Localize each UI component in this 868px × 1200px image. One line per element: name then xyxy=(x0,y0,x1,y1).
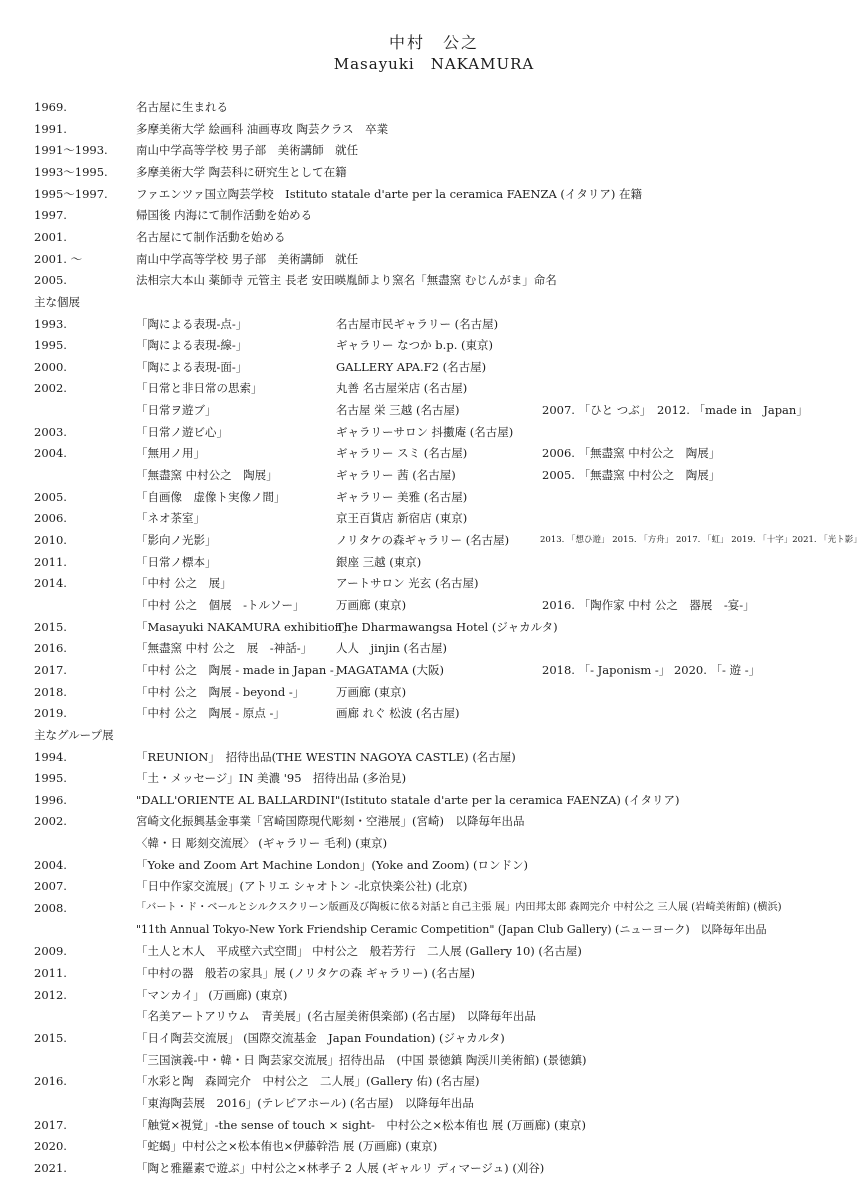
artist-name-japanese: 中村 公之 xyxy=(388,33,479,52)
exhibition-text: 「東海陶芸展 2016」(テレピアホール) (名古屋) 以降毎年出品 xyxy=(136,1095,474,1110)
solo-entry xyxy=(0,703,868,723)
entry-text: 多摩美術大学 陶芸科に研究生として在籍 xyxy=(136,164,347,179)
entry-year: 1995. xyxy=(34,771,67,786)
exhibition-repeat: 2013. 「想ひ遊」 2015. 「方舟」 2017. 「虹」 2019. 「十字」2021. 「光ト影」 xyxy=(540,535,862,545)
exhibition-venue: 万画廊 (東京) xyxy=(336,684,407,699)
exhibition-venue: 京王百貨店 新宿店 (東京) xyxy=(336,511,468,526)
bio-entry xyxy=(0,162,868,182)
exhibition-venue: アートサロン 光玄 (名古屋) xyxy=(336,576,479,591)
solo-entry xyxy=(0,638,868,658)
exhibition-title: 「中村 公之 陶展 - 原点 -」 xyxy=(136,706,285,721)
exhibition-text: "11th Annual Tokyo-New York Friendship Ceramic Competition" (Japan Club Gallery) (ニューヨーク) 以降毎年出品 xyxy=(136,922,767,936)
solo-entry xyxy=(0,617,868,637)
entry-year: 2016. xyxy=(34,1074,67,1089)
bio-entry xyxy=(0,119,868,139)
entry-year: 1991. xyxy=(34,121,67,136)
exhibition-title: 「陶による表現-面-」 xyxy=(136,359,248,374)
exhibition-title: 「無盡窯 中村公之 陶展」 xyxy=(136,468,278,483)
solo-entry xyxy=(0,357,868,377)
entry-year: 1993～1995. xyxy=(34,164,108,179)
entry-year: 2010. xyxy=(34,533,67,547)
exhibition-venue: ギャラリー 美雅 (名古屋) xyxy=(336,489,468,504)
exhibition-title: 「中村 公之 陶展 - made in Japan -」 xyxy=(136,662,346,677)
section-heading-solo: 主な個展 xyxy=(34,294,80,309)
entry-year: 2007. xyxy=(34,879,67,894)
solo-entry xyxy=(0,443,868,463)
entry-year: 2019. xyxy=(34,706,67,721)
exhibition-text: 「中村の器 般若の家具」展 (ノリタケの森 ギャラリー) (名古屋) xyxy=(136,966,475,980)
exhibition-title: 「中村 公之 展」 xyxy=(136,576,232,591)
entry-year: 2021. xyxy=(34,1160,67,1175)
exhibition-venue: ギャラリー 茜 (名古屋) xyxy=(336,468,456,483)
entry-year: 2002. xyxy=(34,381,67,396)
exhibition-text: 「陶と雅羅素で遊ぶ」中村公之×林孝子 2 人展 (ギャルリ ディマージュ) (刈谷) xyxy=(136,1160,545,1175)
entry-year: 2020. xyxy=(34,1139,67,1154)
exhibition-text: 「マンカイ」 (万画廊) (東京) xyxy=(136,987,288,1002)
entry-year: 2006. xyxy=(34,511,67,526)
exhibition-title: 「陶による表現-点-」 xyxy=(136,316,248,331)
exhibition-text: 「名美アートアリウム 青美展」(名古屋美術倶楽部) (名古屋) 以降毎年出品 xyxy=(136,1009,536,1024)
exhibition-venue: MAGATAMA (大阪) xyxy=(336,662,444,677)
exhibition-venue: ノリタケの森ギャラリー (名古屋) xyxy=(336,533,510,547)
entry-text: ファエンツァ国立陶芸学校 Istituto statale d'arte per la ceramica FAENZA (イタリア) 在籍 xyxy=(136,186,643,201)
bio-entry xyxy=(0,249,868,269)
group-entry xyxy=(0,1115,868,1135)
entry-year: 2003. xyxy=(34,424,67,439)
entry-year: 1997. xyxy=(34,208,67,223)
exhibition-title: 「陶による表現-線-」 xyxy=(136,338,248,353)
exhibition-title: 「日常ヲ遊ブ」 xyxy=(136,403,217,418)
entry-text: 南山中学高等学校 男子部 美術講師 就任 xyxy=(136,143,359,158)
exhibition-repeat: 2005. 「無盡窯 中村公之 陶展」 xyxy=(542,468,721,483)
exhibition-venue: ギャラリー スミ (名古屋) xyxy=(336,446,468,461)
exhibition-text: "DALL'ORIENTE AL BALLARDINI"(Istituto statale d'arte per la ceramica FAENZA) (イタリア) xyxy=(136,792,680,807)
entry-year: 2018. xyxy=(34,684,67,699)
solo-entry xyxy=(0,682,868,702)
artist-name-roman: Masayuki NAKAMURA xyxy=(333,55,535,73)
entry-year: 1991～1993. xyxy=(34,143,108,158)
exhibition-title: 「無盡窯 中村 公之 展 -神話-」 xyxy=(136,641,313,656)
solo-entry xyxy=(0,487,868,507)
entry-year: 2014. xyxy=(34,576,67,591)
group-entry xyxy=(0,833,868,853)
exhibition-venue: 銀座 三越 (東京) xyxy=(336,554,422,569)
entry-year: 2015. xyxy=(34,1030,67,1045)
group-entry xyxy=(0,898,868,918)
group-entry xyxy=(0,811,868,831)
exhibition-venue: 画廊 れぐ 松波 (名古屋) xyxy=(336,706,460,721)
entry-year: 2017. xyxy=(34,662,67,677)
entry-year: 2001. xyxy=(34,229,67,244)
entry-year: 2012. xyxy=(34,987,67,1002)
bio-entry xyxy=(0,227,868,247)
exhibition-venue: ギャラリーサロン 抖擻庵 (名古屋) xyxy=(336,424,514,439)
entry-year: 1969. xyxy=(34,100,67,114)
group-entry xyxy=(0,1028,868,1048)
exhibition-title: 「日常と非日常の思索」 xyxy=(136,381,263,396)
entry-year: 2004. xyxy=(34,857,67,872)
exhibition-title: 「中村 公之 陶展 - beyond -」 xyxy=(136,684,305,699)
exhibition-venue: The Dharmawangsa Hotel (ジャカルタ) xyxy=(336,619,558,634)
group-entry xyxy=(0,747,868,767)
exhibition-text: 〈韓・日 彫刻交流展〉 (ギャラリー 毛利) (東京) xyxy=(136,836,388,851)
group-entry xyxy=(0,876,868,896)
exhibition-title: 「日常ノ標本」 xyxy=(136,554,217,569)
entry-text: 法相宗大本山 薬師寺 元管主 長老 安田暎胤師より窯名「無盡窯 むじんがま」命名 xyxy=(136,273,557,288)
entry-year: 2001. ～ xyxy=(34,251,83,266)
group-entry xyxy=(0,1050,868,1070)
entry-year: 2002. xyxy=(34,814,67,829)
solo-entry xyxy=(0,465,868,485)
exhibition-venue: 丸善 名古屋栄店 (名古屋) xyxy=(336,381,468,396)
section-heading-group: 主なグループ展 xyxy=(34,727,114,742)
exhibition-title: 「中村 公之 個展 -トルソー」 xyxy=(136,597,305,612)
entry-year: 2015. xyxy=(34,619,67,634)
exhibition-venue: 名古屋市民ギャラリー (名古屋) xyxy=(336,316,499,331)
exhibition-title: 「ネオ茶室」 xyxy=(136,511,205,526)
solo-entry xyxy=(0,422,868,442)
exhibition-repeat: 2018. 「- Japonism -」 2020. 「- 遊 -」 xyxy=(542,662,761,677)
entry-text: 名古屋に生まれる xyxy=(136,100,228,114)
entry-year: 2011. xyxy=(34,966,67,980)
exhibition-venue: 人人 jinjin (名古屋) xyxy=(336,641,447,656)
entry-year: 1995～1997. xyxy=(34,186,108,201)
exhibition-venue: 名古屋 栄 三越 (名古屋) xyxy=(336,403,460,418)
group-entry xyxy=(0,941,868,961)
group-entry xyxy=(0,1071,868,1091)
bio-entry xyxy=(0,97,868,117)
solo-entry xyxy=(0,508,868,528)
exhibition-title: 「無用ノ用」 xyxy=(136,446,205,461)
solo-entry xyxy=(0,595,868,615)
exhibition-venue: ギャラリー なつか b.p. (東京) xyxy=(336,338,493,353)
exhibition-title: 「自画像 虚像ト実像ノ間」 xyxy=(136,489,286,504)
exhibition-text: 「触覚×視覚」-the sense of touch × sight- 中村公之×松本侑也 展 (万画廊) (東京) xyxy=(136,1117,586,1132)
group-entry xyxy=(0,920,868,940)
entry-year: 1995. xyxy=(34,338,67,353)
exhibition-text: 宮崎文化振興基金事業「宮崎国際現代彫刻・空港展」(宮崎) 以降毎年出品 xyxy=(136,814,525,829)
bio-entry xyxy=(0,205,868,225)
exhibition-text: 「日中作家交流展」(アトリエ シャオトン -北京快楽公社) (北京) xyxy=(136,879,468,894)
entry-year: 2000. xyxy=(34,359,67,374)
bio-entry xyxy=(0,140,868,160)
entry-year: 2008. xyxy=(34,901,67,916)
group-entry xyxy=(0,1136,868,1156)
solo-entry xyxy=(0,530,868,550)
solo-entry xyxy=(0,400,868,420)
solo-entry xyxy=(0,573,868,593)
exhibition-text: 「Yoke and Zoom Art Machine London」(Yoke and Zoom) (ロンドン) xyxy=(136,857,528,872)
entry-year: 2017. xyxy=(34,1117,67,1132)
group-entry xyxy=(0,855,868,875)
exhibition-text: 「土人と木人 平成壁六式空間」 中村公之 般若芳行 二人展 (Gallery 10) (名古屋) xyxy=(136,944,582,959)
exhibition-text: 「バート・ド・ベールとシルクスクリーン版画及び陶板に依る対話と自己主張 展」内田邦太郎 森岡完介 中村公之 三人展 (岩崎美術館) (横浜) xyxy=(136,902,782,914)
bio-entry xyxy=(0,184,868,204)
entry-text: 南山中学高等学校 男子部 美術講師 就任 xyxy=(136,251,359,266)
exhibition-repeat: 2007. 「ひと つぶ」 2012. 「made in Japan」 xyxy=(542,403,808,418)
entry-year: 2016. xyxy=(34,641,67,656)
exhibition-title: 「日常ノ遊ビ心」 xyxy=(136,424,228,439)
exhibition-text: 「日イ陶芸交流展」 (国際交流基金 Japan Foundation) (ジャカルタ) xyxy=(136,1030,505,1045)
solo-entry xyxy=(0,378,868,398)
group-entry xyxy=(0,1093,868,1113)
group-entry xyxy=(0,963,868,983)
entry-year: 1994. xyxy=(34,749,67,764)
group-entry xyxy=(0,1006,868,1026)
exhibition-text: 「水彩と陶 森岡完介 中村公之 二人展」(Gallery 佑) (名古屋) xyxy=(136,1074,480,1089)
entry-year: 1996. xyxy=(34,792,67,807)
solo-entry xyxy=(0,552,868,572)
bio-entry xyxy=(0,270,868,290)
solo-entry xyxy=(0,335,868,355)
exhibition-title: 「影向ノ光影」 xyxy=(136,533,217,547)
exhibition-text: 「三国演義-中・韓・日 陶芸家交流展」招待出品 (中国 景徳鎮 陶渓川美術館) (景徳鎮) xyxy=(136,1052,587,1067)
exhibition-text: 「蛇蝎」中村公之×松本侑也×伊藤幹浩 展 (万画廊) (東京) xyxy=(136,1139,438,1154)
exhibition-repeat: 2006. 「無盡窯 中村公之 陶展」 xyxy=(542,446,721,461)
solo-entry xyxy=(0,660,868,680)
group-entry xyxy=(0,790,868,810)
entry-year: 2009. xyxy=(34,944,67,959)
entry-text: 多摩美術大学 絵画科 油画専攻 陶芸クラス 卒業 xyxy=(136,121,389,136)
entry-year: 2004. xyxy=(34,446,67,461)
group-entry xyxy=(0,768,868,788)
group-entry xyxy=(0,985,868,1005)
exhibition-title: 「Masayuki NAKAMURA exhibition」 xyxy=(136,619,354,634)
entry-year: 2005. xyxy=(34,273,67,288)
entry-text: 名古屋にて制作活動を始める xyxy=(136,229,286,244)
exhibition-venue: 万画廊 (東京) xyxy=(336,597,407,612)
entry-year: 2005. xyxy=(34,489,67,504)
exhibition-venue: GALLERY APA.F2 (名古屋) xyxy=(336,359,487,374)
entry-year: 1993. xyxy=(34,316,67,331)
entry-year: 2011. xyxy=(34,554,67,569)
exhibition-repeat: 2016. 「陶作家 中村 公之 器展 -宴-」 xyxy=(542,597,755,612)
solo-entry xyxy=(0,314,868,334)
exhibition-text: 「土・メッセージ」IN 美濃 '95 招待出品 (多治見) xyxy=(136,771,407,786)
group-entry xyxy=(0,1158,868,1178)
entry-text: 帰国後 内海にて制作活動を始める xyxy=(136,208,313,223)
exhibition-text: 「REUNION」 招待出品(THE WESTIN NAGOYA CASTLE) (名古屋) xyxy=(136,749,516,764)
